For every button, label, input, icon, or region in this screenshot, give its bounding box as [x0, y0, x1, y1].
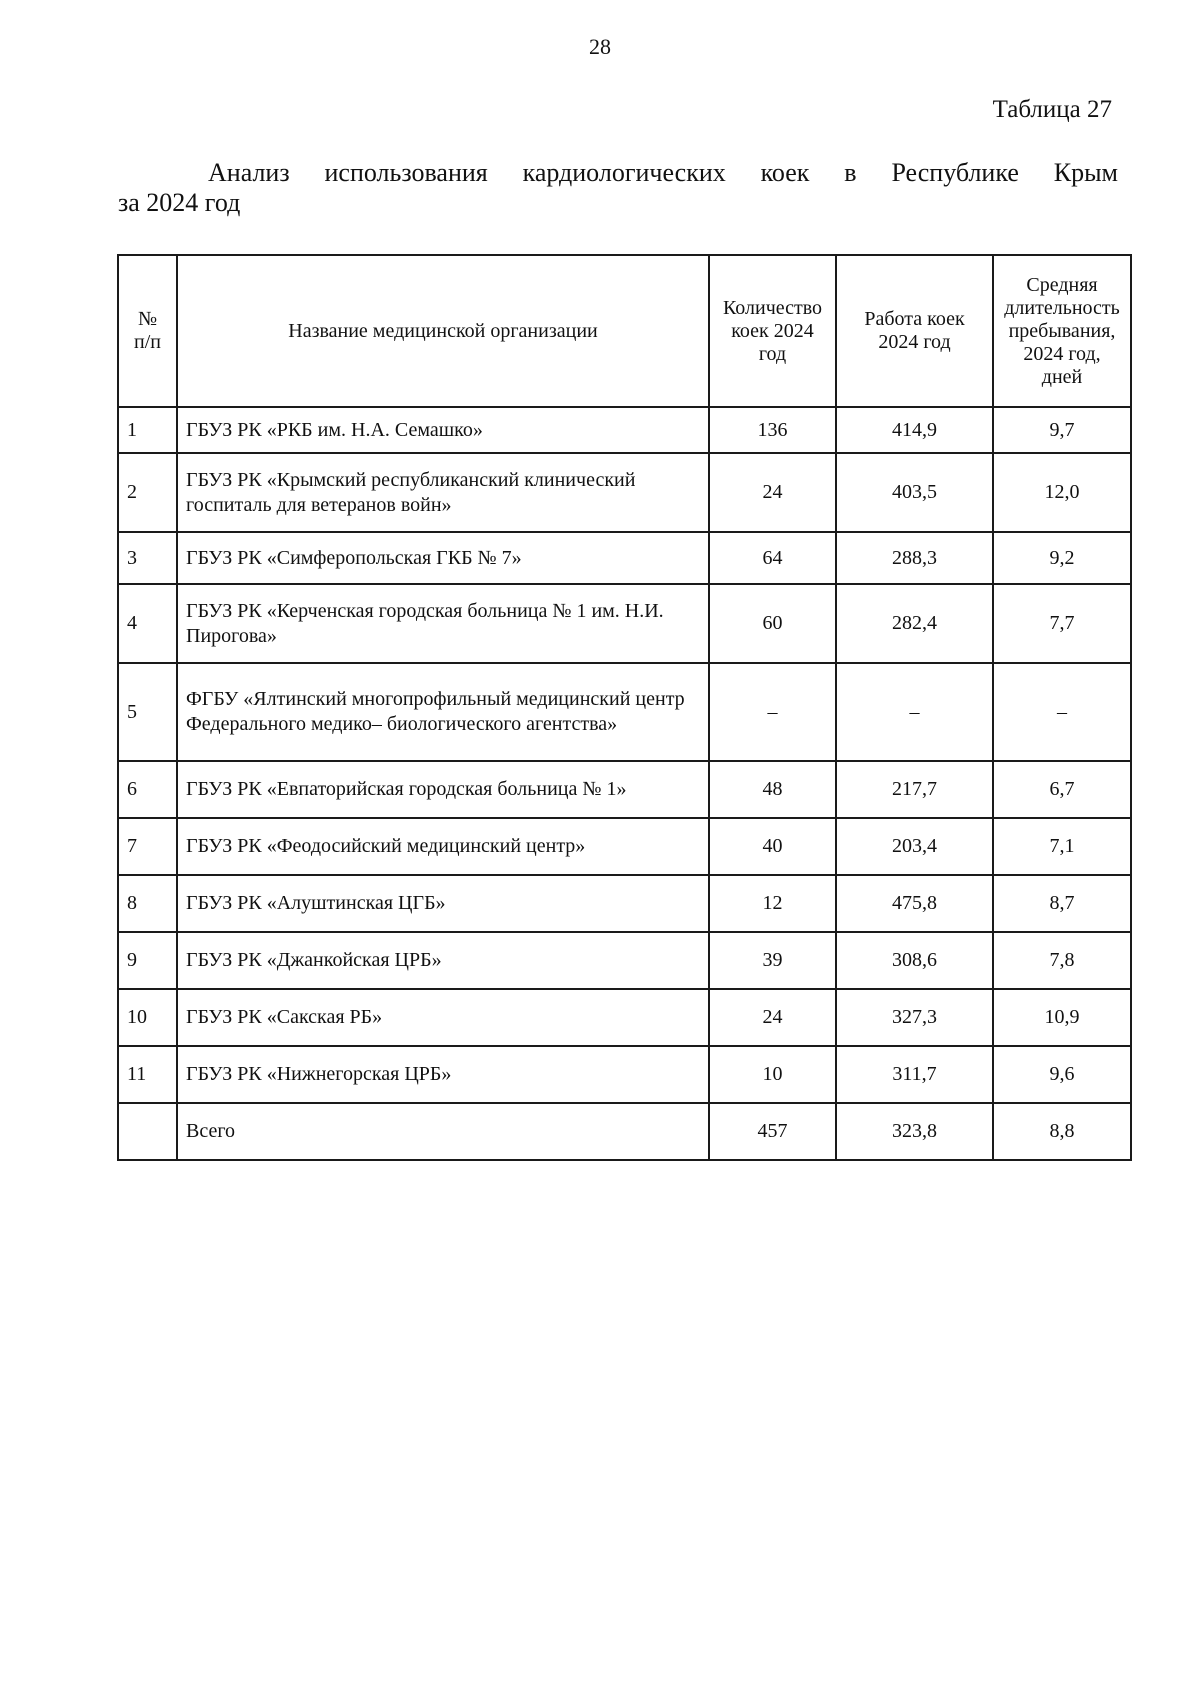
bed-count: 136: [709, 407, 836, 453]
row-number: 3: [118, 532, 177, 584]
average-stay: 9,7: [993, 407, 1131, 453]
table-row: [118, 453, 1131, 532]
organization-name: ГБУЗ РК «Алуштинская ЦГБ»: [177, 875, 709, 932]
cardiology-beds-table: [117, 254, 1132, 1161]
average-stay: 7,1: [993, 818, 1131, 875]
bed-work: 203,4: [836, 818, 993, 875]
bed-count: 12: [709, 875, 836, 932]
row-number: 10: [118, 989, 177, 1046]
total-average-stay: 8,8: [993, 1103, 1131, 1160]
header-number-line-2: п/п: [134, 331, 161, 353]
average-stay: 6,7: [993, 761, 1131, 818]
header-bed-count: Количество коек 2024 год: [709, 255, 836, 407]
organization-name: ФГБУ «Ялтинский многопрофильный медицинский центр Федерального медико– биологического агентства»: [177, 663, 709, 761]
table-row: [118, 663, 1131, 761]
table-header-row: [118, 255, 1131, 407]
bed-count: 24: [709, 453, 836, 532]
bed-count: 24: [709, 989, 836, 1046]
average-stay: –: [993, 663, 1131, 761]
bed-count: –: [709, 663, 836, 761]
row-number: 7: [118, 818, 177, 875]
table-row: [118, 875, 1131, 932]
header-number: [118, 255, 177, 407]
bed-work: 308,6: [836, 932, 993, 989]
organization-name: ГБУЗ РК «Сакская РБ»: [177, 989, 709, 1046]
organization-name: ГБУЗ РК «Симферопольская ГКБ № 7»: [177, 532, 709, 584]
table-row: [118, 761, 1131, 818]
bed-work: 288,3: [836, 532, 993, 584]
organization-name: ГБУЗ РК «Крымский республиканский клинический госпиталь для ветеранов войн»: [177, 453, 709, 532]
average-stay: 9,6: [993, 1046, 1131, 1103]
total-label: Всего: [177, 1103, 709, 1160]
average-stay: 9,2: [993, 532, 1131, 584]
row-number: 6: [118, 761, 177, 818]
average-stay: 8,7: [993, 875, 1131, 932]
row-number: 11: [118, 1046, 177, 1103]
total-bed-work: 323,8: [836, 1103, 993, 1160]
bed-work: 414,9: [836, 407, 993, 453]
table-row: [118, 584, 1131, 663]
bed-work: 282,4: [836, 584, 993, 663]
organization-name: ГБУЗ РК «Нижнегорская ЦРБ»: [177, 1046, 709, 1103]
bed-count: 48: [709, 761, 836, 818]
bed-count: 60: [709, 584, 836, 663]
organization-name: ГБУЗ РК «Джанкойская ЦРБ»: [177, 932, 709, 989]
row-number: 8: [118, 875, 177, 932]
header-number-line-1: №: [137, 308, 158, 330]
average-stay: 7,7: [993, 584, 1131, 663]
bed-count: 64: [709, 532, 836, 584]
row-number: 2: [118, 453, 177, 532]
page-number: 28: [589, 34, 611, 59]
average-stay: 12,0: [993, 453, 1131, 532]
row-number: 9: [118, 932, 177, 989]
title-line-2: за 2024 год: [118, 188, 241, 217]
organization-name: ГБУЗ РК «Керченская городская больница № 1 им. Н.И. Пирогова»: [177, 584, 709, 663]
total-row: [118, 1103, 1131, 1160]
bed-count: 40: [709, 818, 836, 875]
table-row: [118, 989, 1131, 1046]
organization-name: ГБУЗ РК «Евпаторийская городская больница № 1»: [177, 761, 709, 818]
table-row: [118, 407, 1131, 453]
row-number: [118, 1103, 177, 1160]
table-row: [118, 1046, 1131, 1103]
header-bed-work: Работа коек 2024 год: [836, 255, 993, 407]
average-stay: 7,8: [993, 932, 1131, 989]
table-label: Таблица 27: [992, 96, 1112, 123]
organization-name: ГБУЗ РК «Феодосийский медицинский центр»: [177, 818, 709, 875]
document-title: [118, 158, 1118, 218]
header-average-stay: Средняя длительность пребывания, 2024 год, дней: [993, 255, 1131, 407]
bed-count: 39: [709, 932, 836, 989]
header-organization-name: Название медицинской организации: [177, 255, 709, 407]
bed-work: 217,7: [836, 761, 993, 818]
bed-work: 475,8: [836, 875, 993, 932]
bed-work: 403,5: [836, 453, 993, 532]
row-number: 4: [118, 584, 177, 663]
average-stay: 10,9: [993, 989, 1131, 1046]
table-row: [118, 932, 1131, 989]
row-number: 1: [118, 407, 177, 453]
bed-work: 311,7: [836, 1046, 993, 1103]
bed-work: 327,3: [836, 989, 993, 1046]
table-row: [118, 532, 1131, 584]
bed-count: 10: [709, 1046, 836, 1103]
total-bed-count: 457: [709, 1103, 836, 1160]
row-number: 5: [118, 663, 177, 761]
organization-name: ГБУЗ РК «РКБ им. Н.А. Семашко»: [177, 407, 709, 453]
table-row: [118, 818, 1131, 875]
title-line-1: Анализ использования кардиологических коек в Республике Крым: [208, 158, 1118, 187]
bed-work: –: [836, 663, 993, 761]
